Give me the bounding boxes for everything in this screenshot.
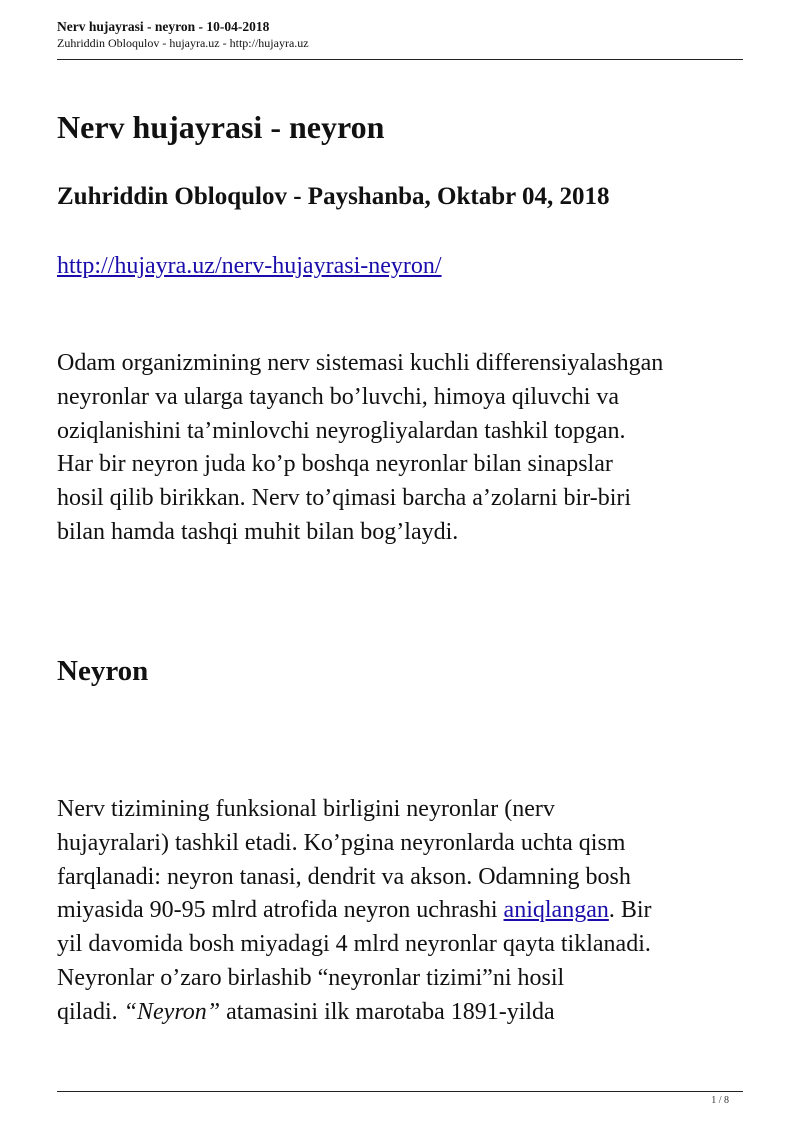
- page-header: [57, 18, 743, 60]
- page-number: 1 / 8: [711, 1095, 729, 1106]
- paragraph-line: bilan hamda tashqi muhit bilan bog’laydi.: [57, 518, 459, 545]
- header-subtitle: Zuhriddin Obloqulov - hujayra.uz - http://hujayra.uz: [57, 36, 309, 50]
- paragraph-line: Nerv tizimining funksional birligini neyronlar (nerv: [57, 796, 555, 822]
- page-footer: [57, 1091, 743, 1106]
- text-run: atamasini ilk marotaba 1891-yilda: [220, 998, 555, 1025]
- paragraph-line: Har bir neyron juda ko’p boshqa neyronlar bilan sinapslar: [57, 451, 613, 478]
- intro-paragraph: [57, 347, 747, 550]
- section-heading-neyron: Neyron: [57, 655, 149, 687]
- paragraph-line: yil davomida bosh miyadagi 4 mlrd neyronlar qayta tiklanadi.: [57, 931, 651, 958]
- paragraph-line: farqlanadi: neyron tanasi, dendrit va akson. Odamning bosh: [57, 863, 631, 890]
- text-run: qiladi.: [57, 998, 124, 1025]
- neyron-paragraph: [57, 793, 747, 1030]
- paragraph-line: Odam organizmining nerv sistemasi kuchli differensiyalashgan: [57, 350, 664, 376]
- paragraph-line: oziqlanishini ta’minlovchi neyrogliyalardan tashkil topgan.: [57, 417, 626, 444]
- text-run: miyasida 90-95 mlrd atrofida neyron uchrashi: [57, 897, 504, 924]
- italic-term: “Neyron”: [123, 998, 221, 1025]
- text-run: . Bir: [608, 897, 652, 924]
- paragraph-line: hujayralari) tashkil etadi. Ko’pgina neyronlarda uchta qism: [57, 829, 626, 856]
- paragraph-line: hosil qilib birikkan. Nerv to’qimasi barcha a’zolarni bir-biri: [57, 485, 632, 512]
- article-source-link[interactable]: http://hujayra.uz/nerv-hujayrasi-neyron/: [57, 253, 442, 279]
- aniqlangan-link[interactable]: aniqlangan: [503, 897, 609, 924]
- paragraph-line: Neyronlar o’zaro birlashib “neyronlar tizimi”ni hosil: [57, 964, 565, 991]
- article-byline: Zuhriddin Obloqulov - Payshanba, Oktabr 04, 2018: [57, 183, 610, 210]
- paragraph-line: [57, 894, 747, 928]
- header-title: Nerv hujayrasi - neyron - 10-04-2018: [57, 19, 270, 34]
- paragraph-line: neyronlar va ularga tayanch bo’luvchi, himoya qiluvchi va: [57, 383, 620, 410]
- article-title: Nerv hujayrasi - neyron: [57, 109, 385, 145]
- paragraph-line: [57, 996, 747, 1030]
